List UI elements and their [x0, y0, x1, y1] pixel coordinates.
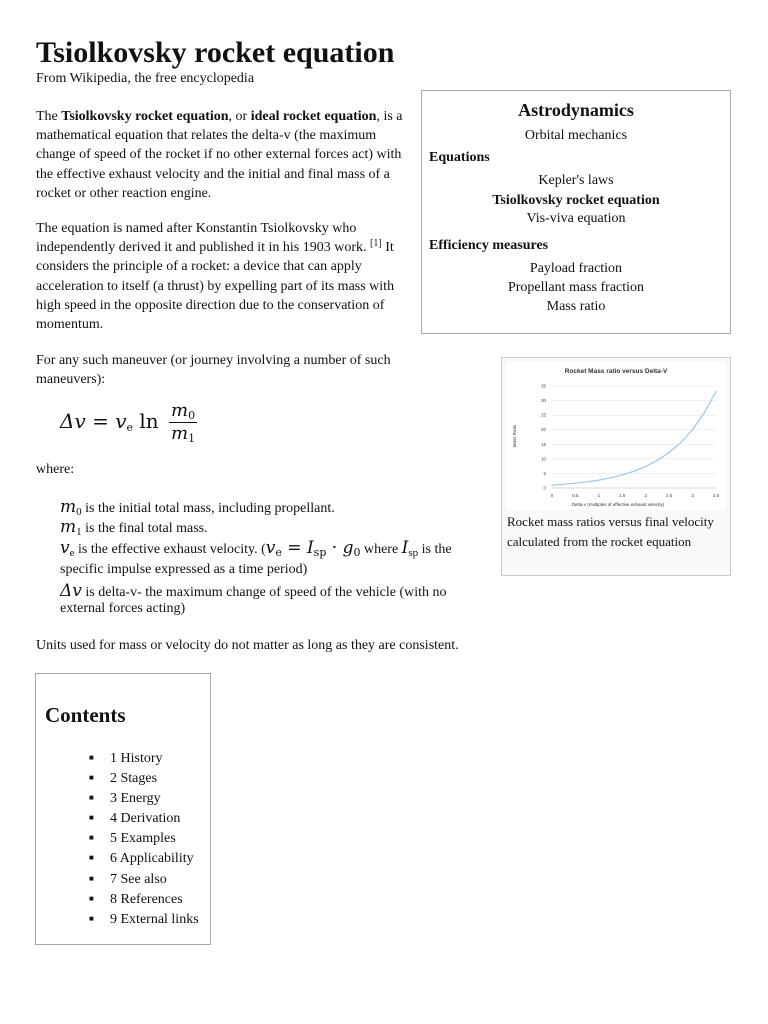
chart-data-point — [645, 466, 646, 467]
toc-item[interactable]: ■ 6 Applicability — [89, 848, 199, 868]
toc-item[interactable]: ■ 9 External links — [89, 909, 199, 929]
eq-isp: = I — [281, 538, 314, 558]
chart-xtick-label: 3 — [691, 493, 694, 498]
chart-data-point — [716, 391, 717, 392]
symbol: I — [401, 538, 409, 558]
history-paragraph — [36, 219, 414, 334]
definition-text: is the initial total mass, including propellant. — [81, 501, 335, 516]
where-label: where: — [36, 462, 75, 477]
eq-v: v — [265, 538, 276, 558]
chart-xtick-label: 2 — [644, 493, 647, 498]
page-title: Tsiolkovsky rocket equation — [36, 36, 395, 69]
symbol-sub: 1 — [76, 526, 82, 538]
bold-term: ideal rocket equation — [250, 109, 377, 124]
formula-num-sub: 0 — [188, 409, 196, 422]
chart-ylabel: Mass Ratio — [512, 424, 517, 448]
table-of-contents — [35, 673, 211, 945]
chart-data-point — [575, 483, 576, 484]
units-note: Units used for mass or velocity do not matter as long as they are consistent. — [36, 638, 459, 653]
chart-xtick-label: 0 — [550, 493, 554, 498]
chart-data-point — [634, 471, 635, 472]
chart-data-point — [552, 485, 553, 486]
chart-data-point — [657, 460, 658, 461]
chart-ytick-label: 25 — [540, 412, 546, 418]
toc-item[interactable]: ■ 3 Energy — [89, 788, 199, 808]
toc-item[interactable]: ■ 4 Derivation — [89, 808, 199, 828]
chart-data-point — [680, 442, 681, 443]
chart-xtick-label: 3.5 — [712, 493, 720, 498]
chart-data-point — [598, 480, 599, 481]
eq-v-sub: e — [275, 546, 282, 559]
definition-ve — [60, 538, 480, 559]
formula-ln: ln — [133, 409, 166, 433]
toc-item[interactable]: ■ 5 Examples — [89, 828, 199, 848]
chart-ytick-label: 5 — [543, 470, 546, 476]
chart-ytick-label: 10 — [540, 456, 546, 462]
symbol-sub: sp — [408, 547, 419, 559]
chart-data-point — [563, 484, 564, 485]
chart-data-point — [587, 481, 588, 482]
infobox-astrodynamics — [421, 90, 731, 334]
definition-text: is the final total mass. — [81, 521, 208, 536]
infobox-current-page: Tsiolkovsky rocket equation — [492, 193, 660, 208]
infobox-title[interactable]: Astrodynamics — [518, 100, 634, 120]
formula-numerator — [169, 400, 197, 423]
formula-denominator — [169, 423, 197, 445]
paragraph-text: It considers the principle of a rocket: a device that can apply acceleration to itself (a thrust) by expelling part of its mass with high speed in the opposite direction due to the conservation of momentum. — [36, 240, 395, 333]
formula-num-sym: m — [171, 400, 189, 421]
formula-fraction — [169, 400, 197, 445]
definition-text: is the effective exhaust velocity. ( — [74, 542, 266, 557]
formula-sub: e — [126, 421, 134, 434]
infobox-link-propellant-mass-fraction[interactable]: Propellant mass fraction — [507, 280, 645, 295]
figure-caption: Rocket mass ratios versus final velocity calculated from the rocket equation — [507, 514, 714, 549]
chart-title: Rocket Mass ratio versus Delta-V — [564, 368, 668, 375]
symbol: m — [60, 497, 77, 517]
chart-ytick-label: 20 — [540, 427, 546, 433]
chart-ytick-label: 15 — [540, 441, 546, 447]
infobox-section-equations: Equations — [429, 150, 490, 165]
chart-xtick-label: 0.5 — [572, 493, 579, 498]
mass-ratio-chart[interactable] — [506, 362, 726, 510]
chart-xtick-label: 2.5 — [666, 493, 673, 498]
toc-item[interactable]: ■ 8 References — [89, 889, 199, 909]
intro-text: , or — [228, 109, 251, 124]
definition-m1 — [60, 517, 208, 538]
reference-link[interactable]: [1] — [370, 238, 382, 250]
infobox-link-payload-fraction[interactable]: Payload fraction — [529, 261, 623, 276]
infobox-subtitle[interactable]: Orbital mechanics — [524, 128, 628, 143]
chart-data-point — [669, 452, 670, 453]
definition-text: where — [360, 542, 402, 557]
chart-data-point — [692, 429, 693, 430]
infobox-link-mass-ratio[interactable]: Mass ratio — [546, 299, 606, 314]
page-tagline: From Wikipedia, the free encyclopedia — [36, 71, 255, 86]
infobox-link-vis-viva[interactable]: Vis-viva equation — [526, 211, 626, 226]
chart-ytick-label: 0 — [543, 485, 546, 491]
chart-ytick-label: 35 — [540, 383, 546, 389]
infobox-section-efficiency: Efficiency measures — [429, 238, 549, 253]
chart-xtick-label: 1 — [597, 493, 601, 498]
intro-text: , is a mathematical equation that relates the delta-v (the maximum change of speed of the rocket if no other external forces act) with the effective exhaust velocity and the initial and final mass of a rocket or other reaction engine. — [36, 109, 403, 201]
symbol: m — [60, 517, 77, 537]
formula-lhs: Δv = v — [60, 409, 127, 433]
symbol-sub: 0 — [76, 506, 82, 518]
eq-g-sub: 0 — [353, 546, 361, 559]
chart-data-point — [704, 412, 705, 413]
paragraph-text: The equation is named after Konstantin Tsiolkovsky who independently derived it and published it in his 1903 work. — [36, 221, 367, 256]
chart-data-point — [622, 475, 623, 476]
definition-dv-line2: external forces acting) — [60, 601, 186, 616]
definition-text: is the — [418, 542, 452, 557]
chart-xlabel: Delta-v (multiples of effective exhaust velocity) — [571, 502, 665, 507]
symbol-sub: e — [69, 547, 75, 559]
symbol: v — [60, 538, 70, 558]
chart-ytick-label: 30 — [540, 398, 546, 404]
definition-text: is delta-v- the maximum change of speed of the vehicle (with no — [81, 585, 447, 600]
intro-text: The — [36, 109, 62, 124]
infobox-link-keplers-laws[interactable]: Kepler's laws — [538, 173, 614, 188]
eq-g: · g — [326, 538, 354, 558]
chart-xtick-label: 1.5 — [619, 493, 626, 498]
figure-mass-ratio — [501, 357, 731, 576]
formula-den-sub: 1 — [188, 432, 196, 445]
eq-isp-sub: sp — [313, 546, 327, 559]
rocket-equation — [60, 400, 197, 448]
toc-item[interactable]: ■ 1 History — [89, 748, 199, 768]
definition-dv — [60, 581, 480, 601]
definition-ve-line2: specific impulse expressed as a time period) — [60, 562, 308, 577]
bold-term: Tsiolkovsky rocket equation — [61, 109, 229, 124]
symbol: Δv — [60, 581, 82, 601]
toc-item[interactable]: ■ 2 Stages — [89, 768, 199, 788]
maneuver-paragraph: For any such maneuver (or journey involving a number of such maneuvers): — [36, 353, 391, 388]
toc-title: Contents — [45, 703, 126, 727]
toc-list — [89, 748, 199, 929]
toc-item[interactable]: ■ 7 See also — [89, 869, 199, 889]
formula-den-sym: m — [171, 423, 189, 444]
chart-data-point — [610, 477, 611, 478]
intro-paragraph — [36, 107, 414, 203]
definition-m0 — [60, 497, 335, 518]
inline-equation — [266, 538, 361, 558]
